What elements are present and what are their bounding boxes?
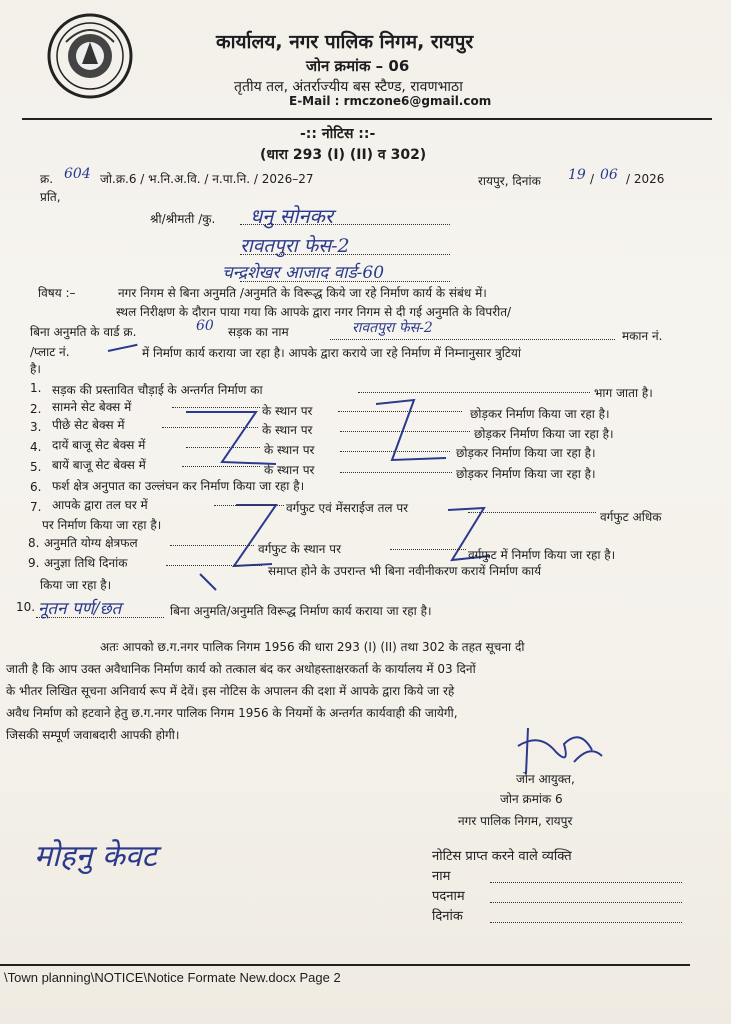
item-2-text: सामने सेट बेक्स में xyxy=(52,400,132,414)
date-day: 19 xyxy=(568,167,586,183)
receiver-heading: नोटिस प्राप्त करने वाले व्यक्ति xyxy=(432,849,572,864)
closing-line-1: अतः आपको छ.ग.नगर पालिक निगम 1956 की धारा 293 (I) (II) तथा 302 के तहत सूचना दी xyxy=(100,640,525,654)
receiver-post-label: पदनाम xyxy=(432,889,465,904)
date-prefix: रायपुर, दिनांक xyxy=(478,174,541,188)
item-3-mid: के स्थान पर xyxy=(262,423,313,437)
body-line-3a: /प्लाट नं. xyxy=(30,345,70,359)
prati-label: प्रति, xyxy=(40,190,61,204)
date-year: / 2026 xyxy=(626,172,665,186)
item-10-text: बिना अनुमति/अनुमति विरूद्ध निर्माण कार्य कराया जा रहा है। xyxy=(170,604,432,618)
ward-number: 60 xyxy=(196,318,214,334)
item-8-num: 8. xyxy=(28,536,40,550)
recipient-name: धनु सोनकर xyxy=(250,204,334,228)
item-1-end: भाग जाता है। xyxy=(594,386,653,400)
subject-text: नगर निगम से बिना अनुमति /अनुमति के विरूद्ध किये जा रहे निर्माण कार्य के संबंध में। xyxy=(118,286,487,300)
item-8-blank-a xyxy=(170,545,254,546)
closing-line-2: जाती है कि आप उक्त अवैधानिक निर्माण कार्य को तत्काल बंद कर अधोहस्ताक्षरकर्ता के कार्यालय में 03 दिनों xyxy=(6,662,476,676)
item-1-text: सड़क की प्रस्तावित चौड़ाई के अन्तर्गत निर्माण का xyxy=(52,383,263,397)
item-1-num: 1. xyxy=(30,381,42,395)
item-5-num: 5. xyxy=(30,460,42,474)
body-line-3b: में निर्माण कार्य कराया जा रहा है। आपके द्वारा कराये जा रहे निर्माण में निम्नानुसार त्रुटियां xyxy=(142,346,521,360)
zone-number: जोन क्रमांक – 06 xyxy=(306,57,410,75)
item-2-mid: के स्थान पर xyxy=(262,404,313,418)
receiver-post-field[interactable] xyxy=(490,902,682,903)
body-line-1: स्थल निरीक्षण के दौरान पाया गया कि आपके द्वारा नगर निगम से दी गई अनुमति के विपरीत/ xyxy=(116,305,512,319)
item-9-cont: किया जा रहा है। xyxy=(40,578,112,592)
receiver-signature: मोहनु केवट xyxy=(34,839,157,874)
item-9-blank-a xyxy=(166,565,262,566)
item-5-mid: के स्थान पर xyxy=(264,463,315,477)
notice-section: (धारा 293 (I) (II) व 302) xyxy=(260,147,427,163)
closing-line-5: जिसकी सम्पूर्ण जवाबदारी आपकी होगी। xyxy=(6,728,180,742)
notice-title: -:: नोटिस ::- xyxy=(300,126,376,142)
item-2-num: 2. xyxy=(30,402,42,416)
item-3-num: 3. xyxy=(30,420,42,434)
item-9-text: अनुज्ञा तिथि दिनांक xyxy=(44,556,128,570)
item-3-text: पीछे सेट बेक्स में xyxy=(52,418,125,432)
body-line-3c: है। xyxy=(30,362,41,376)
body-line-2a: बिना अनुमति के वार्ड क्र. xyxy=(30,325,137,339)
signatory-title: जोन आयुक्त, xyxy=(516,772,575,786)
item-8-end: वर्गफुट में निर्माण किया जा रहा है। xyxy=(468,548,616,562)
item-5-end: छोड़कर निर्माण किया जा रहा है। xyxy=(456,467,596,481)
item-8-blank-b xyxy=(390,549,466,550)
footer-file-path: \Town planning\NOTICE\Notice Formate New.docx Page 2 xyxy=(4,970,341,985)
signatory-zone: जोन क्रमांक 6 xyxy=(500,792,563,806)
office-title: कार्यालय, नगर पालिक निगम, रायपुर xyxy=(216,31,474,53)
receiver-date-label: दिनांक xyxy=(432,909,463,924)
ref-text: जो.क्र.6 / भ.नि.अ.वि. / न.पा.नि. / 2026–27 xyxy=(100,172,314,186)
item-4-mid: के स्थान पर xyxy=(264,443,315,457)
item-2-end: छोड़कर निर्माण किया जा रहा है। xyxy=(470,407,610,421)
item-8-mid: वर्गफुट के स्थान पर xyxy=(258,542,341,556)
closing-line-3: के भीतर लिखित सूचना अनिवार्य रूप में देवें। इस नोटिस के अपालन की दशा में आपके द्वारा किये जा रहे xyxy=(6,684,455,698)
date-month: 06 xyxy=(600,167,618,183)
item-6-text: फर्श क्षेत्र अनुपात का उल्लंघन कर निर्माण किया जा रहा है। xyxy=(52,479,305,493)
body-line-2b: सड़क का नाम xyxy=(228,325,289,339)
body-line-2c: मकान नं. xyxy=(622,329,663,343)
office-email: E-Mail : rmczone6@gmail.com xyxy=(289,94,492,108)
subject-label: विषय :– xyxy=(38,286,76,300)
salutation: श्री/श्रीमती /कु. xyxy=(150,212,216,226)
ref-prefix: क्र. xyxy=(40,172,54,186)
closing-line-4: अवैध निर्माण को हटवाने हेतु छ.ग.नगर पालिक निगम 1956 के नियमों के अन्तर्गत कार्यवाही की जायेगी, xyxy=(6,706,458,720)
item-4-text: दायें बाजू सेट बेक्स में xyxy=(52,438,146,452)
item-10-handwritten: नूतन पर्ण/छत xyxy=(38,599,122,619)
item-7-end: वर्गफुट अधिक xyxy=(600,510,662,524)
item-7-blank-a xyxy=(214,505,284,506)
item-9-mid: समाप्त होने के उपरान्त भी बिना नवीनीकरण करायें निर्माण कार्य xyxy=(268,564,542,578)
item-7-num: 7. xyxy=(30,500,42,514)
signatory-org: नगर पालिक निगम, रायपुर xyxy=(458,814,573,828)
recipient-address-1: रावतपुरा फेस-2 xyxy=(240,235,350,257)
item-10-num: 10. xyxy=(16,600,36,614)
item-3-end: छोड़कर निर्माण किया जा रहा है। xyxy=(474,427,614,441)
item-6-num: 6. xyxy=(30,480,42,494)
footer-divider xyxy=(0,964,690,966)
road-name: रावतपुरा फेस-2 xyxy=(352,320,433,336)
ref-number: 604 xyxy=(64,166,91,182)
item-10-blank xyxy=(36,617,164,618)
item-8-text: अनुमति योग्य क्षेत्रफल xyxy=(44,536,138,550)
item-7-text: आपके द्वारा तल घर में xyxy=(52,498,148,512)
receiver-name-label: नाम xyxy=(432,869,451,884)
office-address: तृतीय तल, अंतर्राज्यीय बस स्टैण्ड, रावणभाठा xyxy=(234,79,463,95)
date-sep: / xyxy=(590,172,595,186)
item-7-cont: पर निर्माण किया जा रहा है। xyxy=(42,518,162,532)
receiver-name-field[interactable] xyxy=(490,882,682,883)
item-7-blank-b xyxy=(468,512,596,513)
item-4-num: 4. xyxy=(30,440,42,454)
receiver-date-field[interactable] xyxy=(490,922,682,923)
item-5-text: बायें बाजू सेट बेक्स में xyxy=(52,458,146,472)
item-7-mid: वर्गफुट एवं मेंसराईज तल पर xyxy=(286,501,409,515)
item-9-num: 9. xyxy=(28,556,40,570)
recipient-address-2: चन्द्रशेखर आजाद वार्ड-60 xyxy=(222,263,385,283)
item-4-end: छोड़कर निर्माण किया जा रहा है। xyxy=(456,446,596,460)
